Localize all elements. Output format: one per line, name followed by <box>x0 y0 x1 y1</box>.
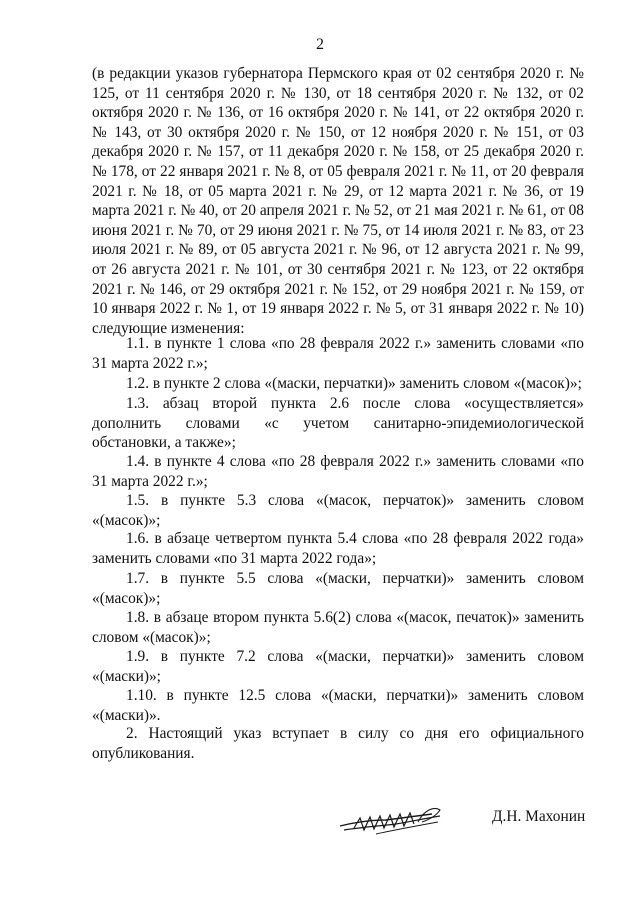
amendment-item: 2. Настоящий указ вступает в силу со дня его официального опубликования. <box>92 725 584 762</box>
amendment-item: 1.6. в абзаце четвертом пункта 5.4 слова «по 28 февраля 2022 года» заменить словами «по 31 марта 2022 года»; <box>92 530 584 567</box>
handwritten-signature <box>336 800 446 840</box>
amendment-item: 1.4. в пункте 4 слова «по 28 февраля 2022 г.» заменить словами «по 31 марта 2022 г.»; <box>92 453 584 490</box>
amendment-item: 1.10. в пункте 12.5 слова «(маски, перчатки)» заменить словом «(маски)». <box>92 687 584 724</box>
signer-name: Д.Н. Махонин <box>492 808 586 825</box>
amendment-item: 1.5. в пункте 5.3 слова «(масок, перчаток)» заменить словом «(масок)»; <box>92 492 584 529</box>
amendment-item: 1.2. в пункте 2 слова «(маски, перчатки)» заменить словом «(масок)»; <box>126 375 582 392</box>
intro-paragraph: (в редакции указов губернатора Пермского края от 02 сентября 2020 г. № 125, от 11 сентября 2020 г. № 130, от 18 сентября 2020 г. № 132, от 02 октября 2020 г. № 136, от 16 октября 2020 г. № 141, от 22 октября 2020 г. № 143, от 30 октября 2020 г. № 150, от 12 ноября 2020 г. № 151, от 03 декабря 2020 г. № 157, от 11 декабря 2020 г. № 158, от 25 декабря 2020 г. № 178, от 22 января 2021 г. № 8, от 05 февраля 2021 г. № 11, от 20 февраля 2021 г. № 18, от 05 марта 2021 г. № 29, от 12 марта 2021 г. № 36, от 19 марта 2021 г. № 40, от 20 апреля 2021 г. № 52, от 21 мая 2021 г. № 61, от 08 июня 2021 г. № 70, от 29 июня 2021 г. № 75, от 14 июля 2021 г. № 83, от 23 июля 2021 г. № 89, от 05 августа 2021 г. № 96, от 12 августа 2021 г. № 99, от 26 августа 2021 г. № 101, от 30 сентября 2021 г. № 123, от 22 октября 2021 г. № 146, от 29 октября 2021 г. № 152, от 29 ноября 2021 г. № 159, от 10 января 2022 г. № 1, от 19 января 2022 г. № 5, от 31 января 2022 г. № 10) следующие изменения: <box>92 65 584 337</box>
amendment-item: 1.3. абзац второй пункта 2.6 после слова «осуществляется» дополнить словами «с учетом санитарно-эпидемиологической обстановки, а также»; <box>92 395 584 452</box>
amendment-item: 1.1. в пункте 1 слова «по 28 февраля 2022 г.» заменить словами «по 31 марта 2022 г.»; <box>92 335 584 372</box>
page-number: 2 <box>316 36 324 53</box>
amendment-item: 1.9. в пункте 7.2 слова «(маски, перчатки)» заменить словом «(маски)»; <box>92 648 584 685</box>
amendment-item: 1.8. в абзаце втором пункта 5.6(2) слова «(масок, печаток)» заменить словом «(масок)»; <box>92 609 584 646</box>
amendment-item: 1.7. в пункте 5.5 слова «(маски, перчатки)» заменить словом «(масок)»; <box>92 570 584 607</box>
